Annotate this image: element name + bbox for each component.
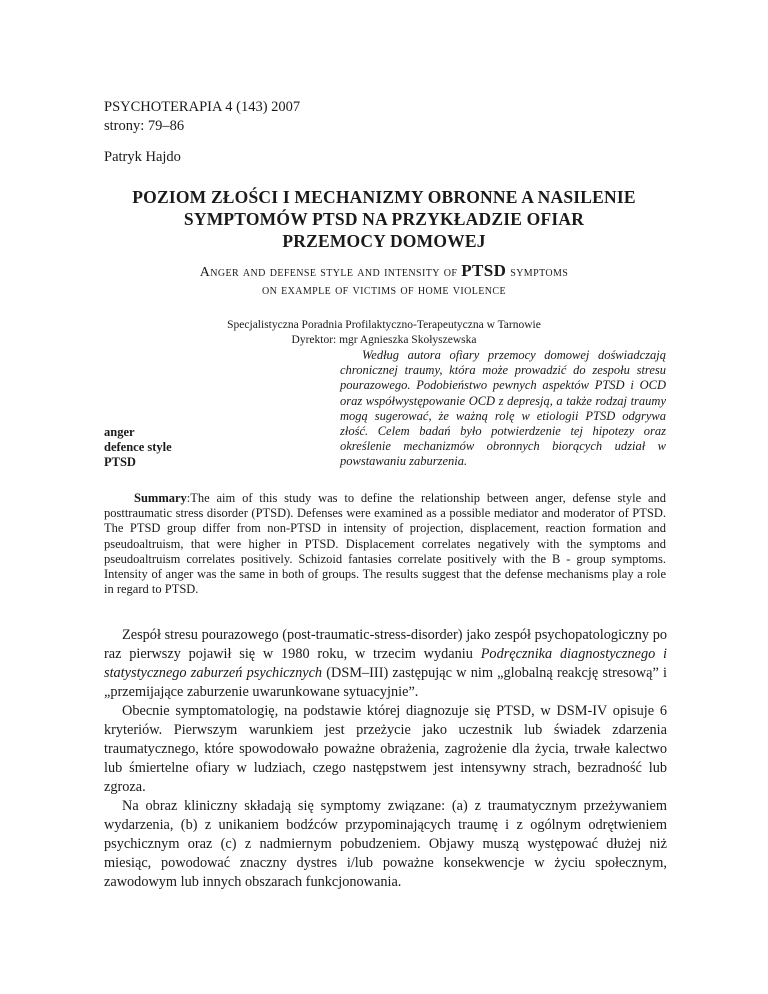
paragraph: Na obraz kliniczny składają się symptomy związane: (a) z traumatycznym przeżywaniem wydarzenia, (b) z unikaniem bodźców przypominających traumę i z ogólnym odrętwieniem psychicznym oraz (c) z nadmiernym pobudzeniem. Objawy muszą występować dłużej niż miesiąc, powodować znaczny dystres i/lub poważne konsekwencje w życiu społecznym, zawodowym lub innych obszarach funkcjonowania. (104, 798, 667, 890)
journal-name: PSYCHOTERAPIA 4 (143) 2007 (104, 99, 301, 115)
paragraph-text: (DSM–III) zastępując w nim „globalną reakcję stresową” i „przemijające zaburzenie uwarunkowane sytuacyjnie”. (104, 665, 667, 700)
title-english-line: on example of victims of home violence (262, 283, 506, 298)
director: Dyrektor: mgr Agnieszka Skołyszewska (291, 334, 477, 346)
title-polish (100, 186, 668, 252)
keyword: anger (104, 425, 135, 439)
page-range: strony: 79–86 (104, 118, 185, 134)
summary (104, 491, 666, 597)
paragraph-text: Zespół stresu pourazowego (post-traumatic-stress-disorder) jako zespół psychopatologiczny po raz pierwszy pojawił się w 1980 roku, w trzecim wydaniu (104, 627, 667, 662)
summary-text: :The aim of this study was to define the relationship between anger, defense style and posttraumatic stress disorder (PTSD). Defenses were examined as a possible mediator and moderator of PTSD. The PTSD group differ from non-PTSD in intensity of projection, displacement, reaction formation and pseudoaltruism, that were higher in PTSD. Displacement correlates negatively with the symptoms and pseudoaltruism correlates positively. Schizoid fantasies correlate positively with the B - group symptoms. Intensity of anger was the same in both of groups. The results suggest that the defense mechanisms play a role in regard to PTSD. (104, 491, 666, 597)
keywords (104, 425, 172, 470)
institution: Specjalistyczna Poradnia Profilaktyczno-Terapeutyczna w Tarnowie (227, 319, 541, 331)
title-polish-line: PRZEMOCY DOMOWEJ (282, 231, 486, 251)
title-english (100, 262, 668, 300)
title-english-line (100, 262, 668, 282)
article-body (104, 626, 667, 892)
keyword: defence style (104, 440, 172, 454)
journal-header (104, 98, 300, 136)
title-polish-line: SYMPTOMÓW PTSD NA PRZYKŁADZIE OFIAR (183, 209, 585, 229)
affiliation (100, 318, 668, 348)
keyword: PTSD (104, 455, 136, 469)
author-name: Patryk Hajdo (104, 149, 181, 165)
title-english-part: Anger and defense style and intensity of (199, 265, 462, 280)
book-title: Podręcznika diagnostycznego i statystycznego zaburzeń psychicznych (104, 646, 667, 681)
abstract-polish: Według autora ofiary przemocy domowej doświadczają chronicznej traumy, która może prowadzić do zespołu stresu pourazowego. Podobieństwo pewnych aspektów PTSD i OCD oraz współwystępowanie OCD z depresją, a także rodzaj traumy mogą sugerować, że ważną rolę w etiologii PTSD odgrywa złość. Celem badań było potwierdzenie tej hipotezy oraz określenie mechanizmów obronnych biorących udział w powstawaniu zaburzenia. (340, 348, 666, 469)
summary-label: Summary (134, 491, 187, 505)
paragraph: Obecnie symptomatologię, na podstawie której diagnozuje się PTSD, w DSM-IV opisuje 6 kryteriów. Pierwszym warunkiem jest przeżycie jako uczestnik lub świadek zdarzenia traumatycznego, które spowodowało poważne obrażenia, zagrożenie dla życia, trwałe kalectwo lub śmiertelne ofiary w ludziach, czego następstwem jest intensywny strach, bezradność lub zgroza. (104, 703, 667, 795)
title-english-acronym: PTSD (461, 261, 507, 280)
title-polish-line: POZIOM ZŁOŚCI I MECHANIZMY OBRONNE A NASILENIE (132, 187, 636, 207)
title-english-part: symptoms (506, 265, 569, 280)
paragraph (104, 626, 667, 702)
